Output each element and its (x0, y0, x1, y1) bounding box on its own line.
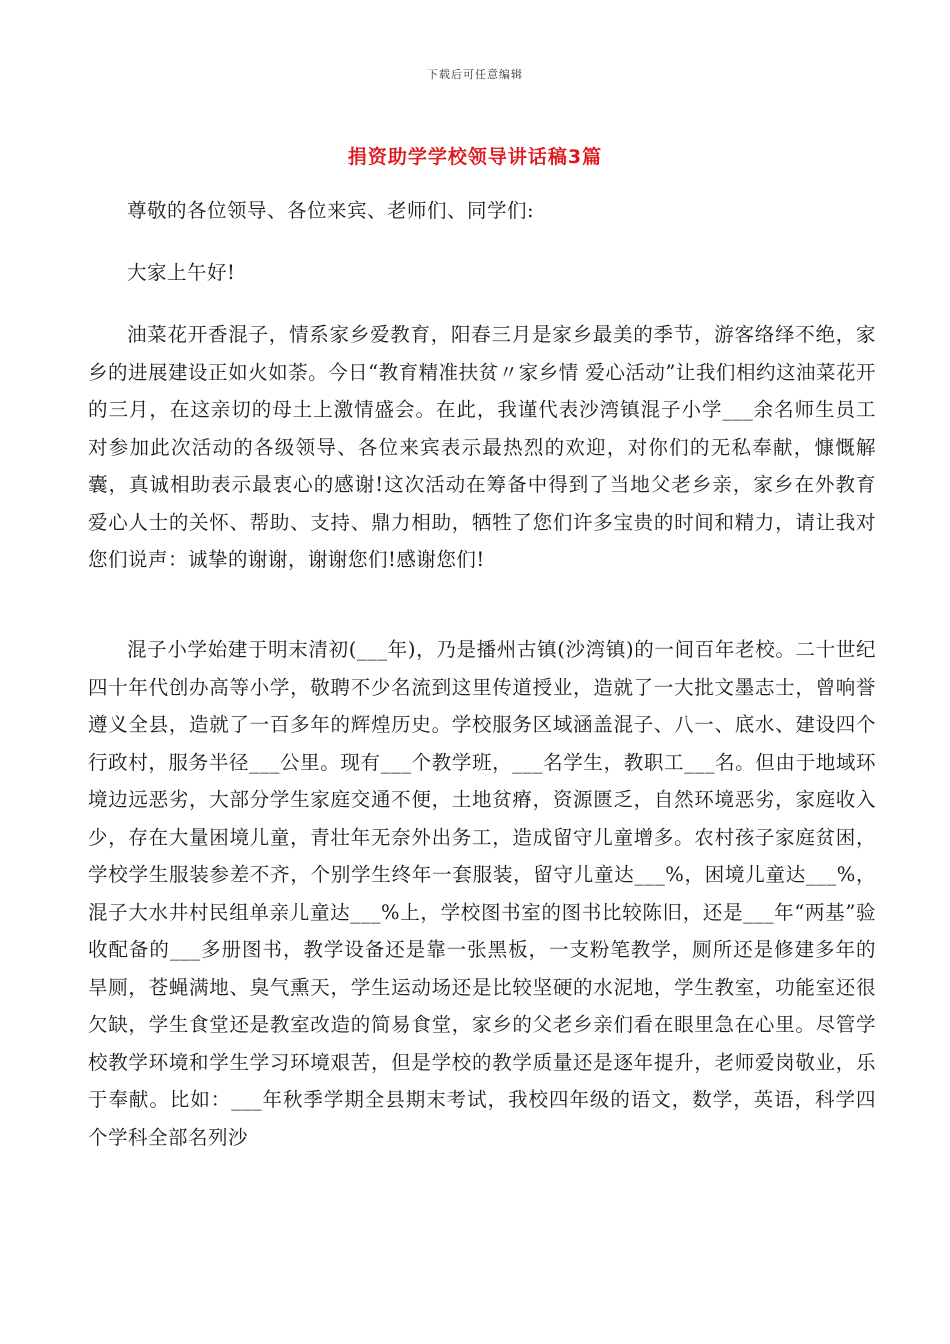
paragraph-school-history: 混子小学始建于明末清初(___年)，乃是播州古镇(沙湾镇)的一间百年老校。二十世纪四十年代创办高等小学，敬聘不少名流到这里传道授业，造就了一大批文墨志士，曾响誉遵义全县，造就了一百多年的辉煌历史。学校服务区域涵盖混子、八一、底水、建设四个行政村，服务半径___公里。现有___个教学班，___名学生，教职工___名。但由于地域环境边远恶劣，大部分学生家庭交通不便，土地贫瘠，资源匮乏，自然环境恶劣，家庭收入少，存在大量困境儿童，青壮年无奈外出务工，造成留守儿童增多。农村孩子家庭贫困，学校学生服装参差不齐，个别学生终年一套服装，留守儿童达___%，困境儿童达___%，混子大水井村民组单亲儿童达___%上，学校图书室的图书比较陈旧，还是___年“两基”验收配备的___多册图书，教学设备还是靠一张黑板，一支粉笔教学，厕所还是修建多年的旱厕，苍蝇满地、臭气熏天，学生运动场还是比较坚硬的水泥地，学生教室，功能室还很欠缺，学生食堂还是教室改造的简易食堂，家乡的父老乡亲们看在眼里急在心里。尽管学校教学环境和学生学习环境艰苦，但是学校的教学质量还是逐年提升，老师爱岗敬业，乐于奉献。比如：___年秋季学期全县期末考试，我校四年级的语文，数学，英语，科学四个学科全部名列沙 (88, 638, 876, 1149)
paragraph-greeting: 尊敬的各位领导、各位来宾、老师们、同学们: (127, 199, 535, 222)
paragraph-welcome: 油菜花开香混子，情系家乡爱教育，阳春三月是家乡最美的季节，游客络绎不绝，家乡的进展建设正如火如荼。今日“教育精准扶贫〃家乡情 爱心活动”让我们相约这油菜花开的三月，在这亲切的母土上激情盛会。在此，我谨代表沙湾镇混子小学___余名师生员工对参加此次活动的各级领导、各位来宾表示最热烈的欢迎，对你们的无私奉献，慷慨解囊，真诚相助表示最衷心的感谢!这次活动在筹备中得到了当地父老乡亲，家乡在外教育爱心人士的关怀、帮助、支持、鼎力相助，牺牲了您们许多宝贵的时间和精力，请让我对您们说声：诚挚的谢谢，谢谢您们!感谢您们! (88, 323, 876, 571)
page-title: 捐资助学学校领导讲话稿3篇 (347, 146, 603, 168)
header-note: 下载后可任意编辑 (427, 68, 523, 81)
paragraph-hello: 大家上午好! (127, 261, 236, 284)
